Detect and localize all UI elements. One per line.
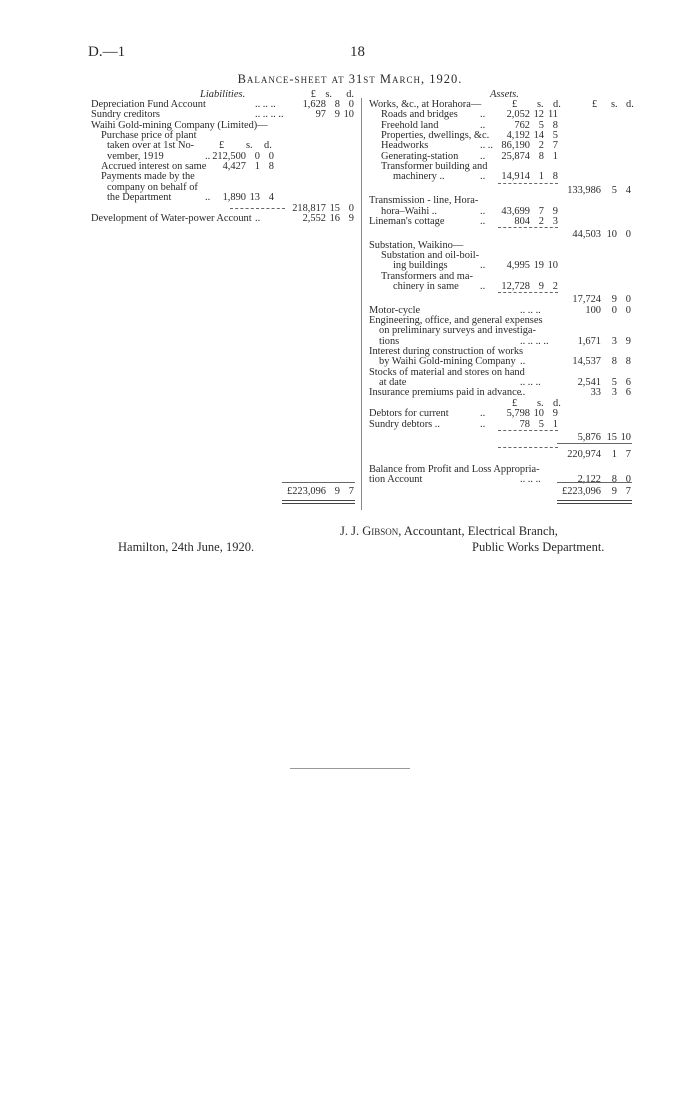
assets-amount-shillings: 8 — [611, 474, 617, 486]
assets-sub-pounds: 804 — [514, 215, 530, 227]
assets-amount-shillings: 5 — [611, 184, 617, 196]
assets-main-pounds-head: £ — [592, 99, 598, 110]
assets-row-leader: .. — [480, 150, 486, 162]
assets-amount-pounds: 44,503 — [572, 229, 601, 241]
liabilities-sub-pounds: 1,890 — [222, 192, 246, 204]
assets-sub-pounds: 86,190 — [501, 140, 530, 152]
liabilities-row-leader: .. — [255, 212, 261, 224]
liabilities-double-rule — [282, 500, 355, 504]
liabilities-row-label: Development of Water-power Account — [91, 212, 252, 224]
liabilities-amount-pence: 9 — [348, 212, 354, 224]
liabilities-sub-shillings-head: s. — [246, 140, 253, 152]
assets-sub-pounds-head: £ — [512, 397, 518, 409]
assets-subtotal-rule — [498, 430, 558, 431]
assets-row-label: Substation and oil-boil- — [381, 249, 480, 261]
assets-sub-shillings: 9 — [538, 280, 544, 292]
page-number: 18 — [350, 44, 365, 60]
assets-row-label: Substation, Waikino— — [369, 239, 464, 251]
assets-row-label: tion Account — [369, 474, 423, 486]
assets-amount-pounds: 220,974 — [567, 449, 601, 461]
assets-row-label: ing buildings — [393, 260, 448, 272]
assets-row-leader: .. — [480, 205, 486, 217]
assets-amount-shillings: 1 — [611, 449, 617, 461]
assets-total-pence: 7 — [625, 486, 631, 497]
liabilities-sub-pounds: 212,500 — [212, 150, 246, 162]
assets-row-leader: .. — [520, 356, 526, 368]
assets-amount-shillings: 5 — [611, 377, 617, 389]
assets-row-label: Freehold land — [381, 119, 439, 131]
liabilities-total-shillings: 9 — [334, 486, 340, 497]
assets-heading: Assets. — [490, 89, 519, 100]
assets-sub-pence: 10 — [547, 260, 558, 272]
liabilities-row-label: Accrued interest on same — [101, 161, 207, 173]
assets-amount-pounds: 14,537 — [572, 356, 601, 368]
liabilities-amount-pence: 0 — [348, 202, 354, 214]
assets-sub-pence: 7 — [552, 140, 558, 152]
liabilities-row-leader: .. .. .. .. — [255, 109, 284, 121]
liabilities-sub-pounds: 4,427 — [222, 161, 246, 173]
assets-row-leader: .. — [480, 280, 486, 292]
assets-row-leader: .. — [480, 119, 486, 131]
assets-row-label: Works, &c., at Horahora— — [369, 99, 482, 110]
assets-row-leader: .. .. .. .. — [520, 335, 549, 347]
assets-row-label: machinery .. — [393, 171, 445, 183]
assets-row-label: Lineman's cottage — [369, 215, 445, 227]
assets-row-label: Sundry debtors .. — [369, 418, 440, 430]
assets-amount-pence: 7 — [625, 449, 631, 461]
liabilities-sub-pence: 4 — [268, 192, 274, 204]
assets-sub-shillings: 19 — [533, 260, 544, 272]
assets-row-label: hora–Waihi .. — [381, 205, 438, 217]
assets-subtotal-rule — [498, 183, 558, 184]
signature-line-2: Public Works Department. — [472, 540, 605, 554]
assets-sub-shillings: 10 — [533, 408, 544, 420]
assets-row-leader: .. — [520, 387, 526, 399]
liabilities-sub-pounds-head: £ — [219, 140, 225, 152]
liabilities-row-label: vember, 1919 — [107, 150, 164, 162]
assets-sub-pounds: 762 — [514, 119, 530, 131]
balance-sheet-title: Balance-sheet at 31st March, 1920. — [237, 72, 463, 86]
assets-row-label: Insurance premiums paid in advance — [369, 387, 522, 399]
assets-total-shillings: 9 — [611, 486, 617, 497]
assets-sub-pence: 8 — [552, 171, 558, 183]
assets-row-label: at date — [379, 377, 407, 389]
liabilities-amount-pounds: 218,817 — [292, 202, 326, 214]
liabilities-row-label: Waihi Gold-mining Company (Limited)— — [91, 119, 268, 131]
assets-sub-shillings-head: s. — [537, 99, 544, 110]
assets-sub-pounds: 2,052 — [506, 109, 530, 121]
assets-amount-pence: 8 — [625, 356, 631, 368]
assets-sub-shillings: 14 — [533, 130, 544, 142]
assets-row-label: Interest during construction of works — [369, 346, 524, 358]
assets-sub-pounds: 4,192 — [506, 130, 530, 142]
assets-sub-pounds: 43,699 — [501, 205, 530, 217]
assets-row-leader: .. .. .. — [520, 377, 541, 389]
assets-amount-pence: 9 — [625, 335, 631, 347]
assets-sub-shillings: 7 — [538, 205, 544, 217]
liabilities-sub-shillings: 1 — [254, 161, 260, 173]
assets-sub-shillings: 5 — [538, 119, 544, 131]
assets-row-label: Debtors for current — [369, 408, 449, 420]
assets-main-pence-head: d. — [626, 99, 634, 110]
signature-line-1 — [340, 524, 558, 539]
assets-row-label: Transformers and ma- — [381, 270, 473, 282]
assets-row-label: Generating-station — [381, 150, 459, 162]
assets-sub-pence: 2 — [552, 280, 558, 292]
liabilities-sub-shillings: 13 — [249, 192, 260, 204]
liabilities-total-rule — [282, 482, 355, 483]
assets-amount-pence: 0 — [625, 229, 631, 241]
assets-sub-pence: 1 — [552, 150, 558, 162]
assets-row-label: by Waihi Gold-mining Company — [379, 356, 516, 368]
assets-sub-pence: 5 — [552, 130, 558, 142]
assets-row-leader: .. — [480, 171, 486, 183]
assets-amount-pence: 0 — [625, 304, 631, 316]
assets-sub-shillings-head: s. — [537, 397, 544, 409]
assets-amount-pence: 0 — [625, 294, 631, 306]
assets-sub-pounds: 4,995 — [506, 260, 530, 272]
assets-row-label: Properties, dwellings, &c. — [381, 130, 490, 142]
assets-sub-pence-head: d. — [553, 99, 561, 110]
liabilities-amount-shillings: 9 — [334, 109, 340, 121]
assets-amount-shillings: 3 — [611, 387, 617, 399]
assets-amount-shillings: 10 — [606, 229, 617, 241]
assets-sub-pounds-head: £ — [512, 99, 518, 110]
liabilities-row-label: company on behalf of — [107, 181, 198, 193]
liabilities-row-leader: .. — [205, 150, 211, 162]
assets-amount-pence: 6 — [625, 377, 631, 389]
liabilities-amount-pence: 0 — [348, 99, 354, 110]
signature-text-1: J. J. Gibson, Accountant, Electrical Branch, — [340, 524, 558, 538]
liabilities-row-label: Depreciation Fund Account — [91, 99, 206, 110]
assets-row-label: Motor-cycle — [369, 304, 421, 316]
assets-amount-pence: 0 — [625, 474, 631, 486]
assets-subtotal-rule — [498, 227, 558, 228]
assets-amount-shillings: 0 — [611, 304, 617, 316]
assets-amount-pounds: 133,986 — [567, 184, 601, 196]
liabilities-sub-pence: 8 — [268, 161, 274, 173]
assets-amount-pounds: 100 — [585, 304, 601, 316]
assets-row-label: Transmission - line, Hora- — [369, 195, 479, 207]
liabilities-amount-pence: 10 — [343, 109, 354, 121]
liabilities-heading: Liabilities. — [200, 89, 246, 100]
assets-sub-pence: 9 — [552, 408, 558, 420]
assets-sub-shillings: 2 — [538, 140, 544, 152]
liabilities-row-label: taken over at 1st No- — [107, 140, 195, 152]
liabilities-sub-shillings: 0 — [254, 150, 260, 162]
end-rule — [290, 768, 410, 769]
assets-amount-pounds: 33 — [590, 387, 601, 399]
page-reference: D.—1 — [88, 44, 126, 60]
liabilities-row-leader: .. — [205, 192, 211, 204]
assets-amount-pence: 10 — [620, 431, 631, 443]
liabilities-sub-pence-head: d. — [264, 140, 272, 152]
assets-amount-pounds: 1,671 — [577, 335, 601, 347]
assets-row-label: Engineering, office, and general expenses — [369, 315, 543, 326]
assets-sub-pence: 8 — [552, 119, 558, 131]
liabilities-amount-shillings: 15 — [329, 202, 340, 214]
assets-amount-pounds: 2,122 — [577, 474, 601, 486]
assets-sub-pence: 1 — [552, 418, 558, 430]
liabilities-amount-shillings: 8 — [334, 99, 340, 110]
assets-sub-pence: 3 — [552, 215, 558, 227]
assets-sub-pounds: 78 — [519, 418, 530, 430]
assets-amount-pence: 4 — [625, 184, 631, 196]
center-divider — [361, 98, 362, 510]
assets-main-shillings-head: s. — [611, 99, 618, 110]
assets-sub-shillings: 8 — [538, 150, 544, 162]
liabilities-sub-pence: 0 — [268, 150, 274, 162]
assets-sub-pounds: 14,914 — [501, 171, 530, 183]
assets-row-leader: .. — [480, 109, 486, 121]
assets-row-label: Roads and bridges — [381, 109, 458, 121]
assets-amount-pence: 6 — [625, 387, 631, 399]
assets-amount-shillings: 3 — [611, 335, 617, 347]
liabilities-amount-pounds: 2,552 — [302, 212, 326, 224]
assets-row-label: Stocks of material and stores on hand — [369, 366, 525, 378]
assets-subtotal-rule — [498, 447, 558, 448]
assets-row-label: Transformer building and — [381, 161, 488, 173]
assets-row-label: tions — [379, 335, 400, 347]
assets-amount-pounds: 17,724 — [572, 294, 601, 306]
assets-sub-pounds: 25,874 — [501, 150, 530, 162]
assets-subtotal-rule — [498, 292, 558, 293]
assets-row-leader: .. .. — [480, 140, 493, 152]
assets-sub-pence-head: d. — [553, 397, 561, 409]
assets-double-rule — [557, 500, 632, 504]
liabilities-row-leader: .. .. .. — [255, 99, 276, 110]
liabilities-row-label: Sundry creditors — [91, 109, 160, 121]
assets-amount-shillings: 9 — [611, 294, 617, 306]
assets-row-leader: .. .. .. — [520, 474, 541, 486]
assets-row-label: chinery in same — [393, 280, 459, 292]
assets-sub-shillings: 5 — [538, 418, 544, 430]
assets-sub-shillings: 1 — [538, 171, 544, 183]
assets-row-leader: .. — [480, 215, 486, 227]
assets-sub-pounds: 12,728 — [501, 280, 530, 292]
liabilities-row-label: Purchase price of plant — [101, 130, 197, 142]
liabilities-col-pounds-head: £ — [310, 89, 316, 100]
assets-amount-shillings: 8 — [611, 356, 617, 368]
liabilities-row-label: Payments made by the — [101, 171, 195, 183]
assets-row-label: on preliminary surveys and investiga- — [379, 325, 536, 337]
place-and-date: Hamilton, 24th June, 1920. — [118, 540, 255, 554]
assets-row-leader: .. .. .. — [520, 304, 541, 316]
assets-row-leader: .. — [480, 260, 486, 272]
assets-total-rule — [557, 482, 632, 483]
liabilities-total-pence: 7 — [348, 486, 354, 497]
liabilities-amount-pounds: 97 — [315, 109, 326, 121]
liabilities-row-label: the Department — [107, 192, 172, 204]
assets-row-label: Headworks — [381, 140, 429, 152]
assets-row-label: Balance from Profit and Loss Appropria- — [369, 463, 540, 475]
assets-total-pounds: £223,096 — [562, 486, 601, 497]
assets-sub-shillings: 2 — [538, 215, 544, 227]
liabilities-col-shillings-head: s. — [325, 89, 332, 100]
assets-sub-pence: 11 — [547, 109, 558, 121]
liabilities-total-pounds: £223,096 — [287, 486, 326, 497]
liabilities-subtotal-rule — [230, 208, 285, 209]
assets-sub-pounds: 5,798 — [506, 408, 530, 420]
assets-sub-shillings: 12 — [533, 109, 544, 121]
assets-amount-pounds: 2,541 — [577, 377, 601, 389]
assets-sub-pence: 9 — [552, 205, 558, 217]
assets-subtotal-solid-rule — [557, 443, 632, 444]
assets-amount-pounds: 5,876 — [577, 431, 601, 443]
assets-row-leader: .. — [480, 418, 486, 430]
assets-row-leader: .. — [480, 408, 486, 420]
liabilities-amount-shillings: 16 — [329, 212, 340, 224]
liabilities-col-pence-head: d. — [346, 89, 354, 100]
assets-amount-shillings: 15 — [606, 431, 617, 443]
liabilities-amount-pounds: 1,628 — [302, 99, 326, 110]
